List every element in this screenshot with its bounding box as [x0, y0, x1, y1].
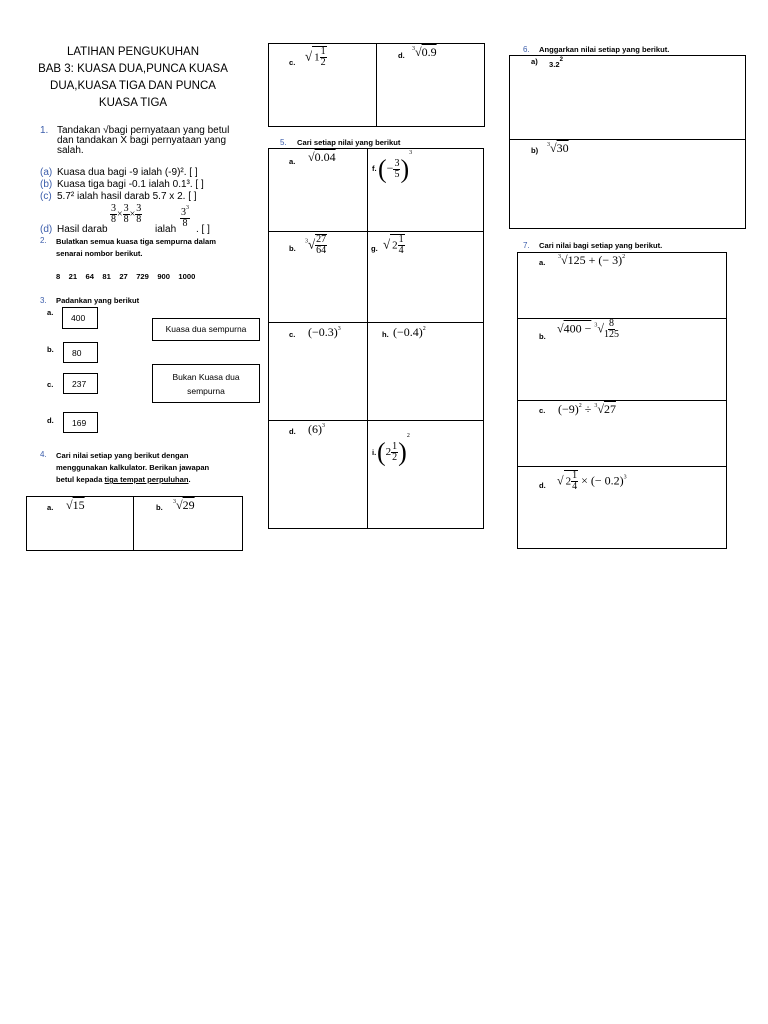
q6b-expression: $^3$√30: [547, 141, 569, 155]
q4-number: 4.: [40, 450, 47, 459]
q5g-label: g.: [371, 244, 378, 253]
q5a-label: a.: [289, 157, 296, 166]
q3-option-line: sempurna: [187, 386, 225, 396]
q2-text-line: senarai nombor berikut.: [56, 249, 143, 258]
q4b-expression: $^3$√29: [173, 498, 195, 512]
q5d-expression: $(6)^3$: [308, 422, 325, 436]
q4c-label: c.: [289, 58, 296, 67]
q7d-expression: √ 2 $\frac{1}{4}$ × (− 0.2)$^3$: [557, 470, 627, 492]
q1-text-line: Tandakan √bagi pernyataan yang betul: [57, 125, 230, 136]
q1d-label: (d): [40, 224, 53, 235]
q7-number: 7.: [523, 241, 530, 250]
q7a-label: a.: [539, 258, 546, 267]
q3-number: 3.: [40, 296, 47, 305]
table-divider: [376, 43, 377, 127]
q4d-expression: $^3$√0.9: [412, 45, 437, 59]
q4-text-line: menggunakan kalkulator. Berikan jawapan: [56, 463, 210, 472]
q4a-label: a.: [47, 503, 54, 512]
q7c-operator: ÷: [584, 402, 592, 416]
q1d-mid: ialah: [155, 224, 177, 235]
q7b-label: b.: [539, 332, 546, 341]
q4-text: [56, 450, 209, 486]
q2-text-line: Bulatkan semua kuasa tiga sempurna dalam: [56, 237, 216, 246]
q1d-pre: Hasil darab: [57, 224, 108, 235]
q1-text-line: salah.: [57, 145, 84, 156]
q5c-expression: $(-0.3)^3$: [308, 325, 341, 339]
q7a-expression: $^3$√125 + (− 3)$^2$: [558, 253, 626, 267]
q5f-expression: (− $\frac{3}{5}$ )$^3$: [378, 150, 413, 184]
q4b-radicand: 29: [182, 498, 195, 512]
q1d-bracket: . [ ]: [196, 224, 210, 235]
q7c-base: (−9): [558, 402, 579, 416]
q5-answer-table: [268, 148, 484, 529]
q5d-label: d.: [289, 427, 296, 436]
q3b-label: b.: [47, 345, 54, 354]
q3a-value-box: 400: [62, 307, 98, 329]
q1a-text: Kuasa dua bagi -9 ialah (-9)². [ ]: [57, 167, 198, 178]
q1a-label: (a): [40, 167, 53, 178]
q4c-expression: √ 1 $\frac{1}{2}$: [305, 46, 326, 68]
q6a-label: a): [531, 57, 538, 66]
q4-text-line: Cari nilai setiap yang berikut dengan: [56, 451, 189, 460]
q7c-label: c.: [539, 406, 546, 415]
q4d-label: d.: [398, 51, 405, 60]
q1b-label: (b): [40, 179, 53, 190]
q3-option-perfect-square: Kuasa dua sempurna: [152, 318, 260, 341]
q3c-label: c.: [47, 380, 54, 389]
table-divider: [268, 420, 484, 421]
q5h-label: h.: [382, 330, 389, 339]
q3d-value-box: 169: [63, 412, 98, 433]
q1-text-line: dan tandakan X bagi pernyataan yang: [57, 135, 227, 146]
q7a-body: 125 + (− 3): [567, 253, 623, 267]
q5h-expression: $(-0.4)^2$: [393, 325, 426, 339]
q5i-label: i.: [372, 448, 377, 457]
q1d-product-expression: $\frac{3}{8}$ × $\frac{3}{8}$ × $\frac{3}{8}$: [111, 203, 142, 225]
q1c-label: (c): [40, 191, 52, 202]
table-divider: [517, 318, 727, 319]
q6b-label: b): [531, 146, 539, 155]
table-divider: [268, 231, 484, 232]
q7b-expression: √400 − $^3$√ $\frac{8}{125}$: [557, 318, 619, 340]
q1-number: 1.: [40, 125, 49, 136]
q5c-label: c.: [289, 330, 296, 339]
q5h-base: (−0.4): [393, 325, 423, 339]
q1c-text: 5.7² ialah hasil darab 5.7 x 2. [ ]: [57, 191, 197, 202]
table-divider: [517, 466, 727, 467]
q5a-expression: √0.04: [308, 150, 336, 164]
worksheet-title: [26, 44, 240, 112]
q4-text-part: betul kepada: [56, 475, 105, 484]
q5i-expression: (2 $\frac{1}{2}$ )$^2$: [377, 433, 410, 467]
q3-option-not-perfect-square: [152, 364, 260, 403]
q4-text-line: [56, 474, 209, 486]
q5g-expression: √ 2 $\frac{1}{4}$: [383, 234, 404, 256]
title-line: BAB 3: KUASA DUA,PUNCA KUASA: [38, 63, 228, 75]
q2-text: [56, 236, 216, 260]
q5b-label: b.: [289, 244, 296, 253]
q1d-power-fraction: $\frac{3^3}{8}$: [181, 205, 189, 229]
q3c-value-box: 237: [63, 373, 98, 394]
title-line: DUA,KUASA TIGA DAN PUNCA: [50, 80, 216, 92]
q4-answer-table: [26, 496, 243, 551]
q2-number-list: 8 21 64 81 27 729 900 1000: [56, 272, 196, 281]
q6a-base: 3.2: [549, 60, 560, 69]
q3-option-line: Bukan Kuasa dua: [172, 372, 240, 382]
q7c-radicand: 27: [603, 402, 616, 416]
q1b-text: Kuasa tiga bagi -0.1 ialah 0.1³. [ ]: [57, 179, 204, 190]
q3b-value-box: 80: [63, 342, 98, 363]
q4a-radicand: 15: [72, 498, 85, 512]
q5b-expression: $^3$√ $\frac{27}{64}$: [305, 234, 327, 256]
q5-number: 5.: [280, 138, 287, 147]
q7-text: Cari nilai bagi setiap yang berikut.: [539, 241, 663, 250]
q7d-label: d.: [539, 481, 546, 490]
q4-text-part: .: [188, 475, 191, 484]
table-divider: [268, 322, 484, 323]
q6-answer-table: [509, 55, 746, 229]
q6-text: Anggarkan nilai setiap yang berikut.: [539, 45, 670, 54]
q4d-radicand: 0.9: [421, 45, 437, 59]
q6a-expression: $3.2^2$: [549, 57, 563, 69]
q5c-base: (−0.3): [308, 325, 338, 339]
q5f-label: f.: [372, 164, 377, 173]
q5-text: Cari setiap nilai yang berikut: [297, 138, 401, 147]
q5a-radicand: 0.04: [314, 150, 336, 164]
table-divider: [367, 148, 368, 529]
table-divider: [509, 139, 746, 140]
title-line: LATIHAN PENGUKUHAN: [66, 46, 200, 58]
q3d-label: d.: [47, 416, 54, 425]
title-line: KUASA TIGA: [98, 97, 168, 109]
q3-text: Padankan yang berikut: [56, 296, 140, 305]
q6b-radicand: 30: [556, 141, 569, 155]
table-divider: [517, 400, 727, 401]
q3a-label: a.: [47, 308, 54, 317]
table-divider: [133, 496, 134, 551]
q7b-body: 400 −: [563, 321, 592, 336]
q4a-expression: √15: [66, 498, 85, 512]
q2-number: 2.: [40, 236, 47, 245]
q4-text-underlined: tiga tempat perpuluhan: [104, 475, 189, 484]
q4b-label: b.: [156, 503, 163, 512]
q6-number: 6.: [523, 45, 530, 54]
q7d-body: × (− 0.2): [581, 473, 624, 488]
q5d-base: (6): [308, 422, 322, 436]
q1-text: [57, 126, 229, 156]
q7c-expression: $(-9)^2 \div ^3√27$: [558, 402, 616, 416]
